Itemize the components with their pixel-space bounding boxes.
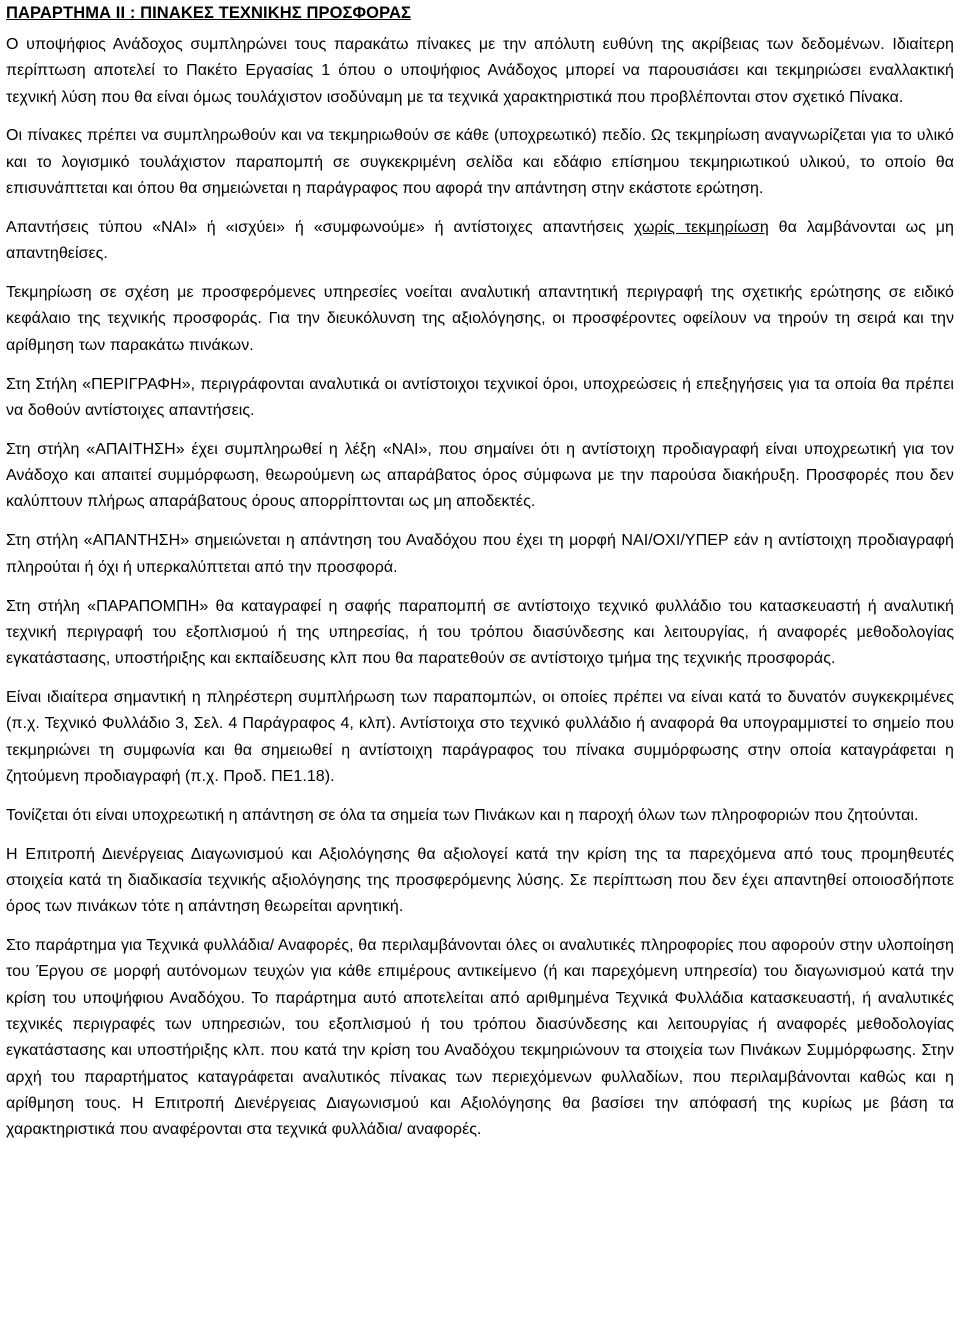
paragraph-answer-column: Στη στήλη «ΑΠΑΝΤΗΣΗ» σημειώνεται η απάντηση του Αναδόχου που έχει τη μορφή ΝΑΙ/ΟΧΙ/ΥΠΕΡ εάν η αντίστοιχη προδιαγραφή πληρούται ή όχι ή υπερκαλύπτεται από την προσφορά. (6, 532, 954, 576)
paragraph-reference-column: Στη στήλη «ΠΑΡΑΠΟΜΠΗ» θα καταγραφεί η σαφής παραπομπή σε αντίστοιχο τεχνικό φυλλάδιο του κατασκευαστή ή αναλυτική τεχνική περιγραφή του εξοπλισμού ή της υπηρεσίας, ή του τρόπου διασύνδεσης και λειτουργίας, ή αναφορές μεθοδολογίας εγκατάστασης, υποστήριξης και εκπαίδευσης κλπ που θα παρατεθούν σε αντίστοιχο τμήμα της τεχνικής προσφοράς. (6, 597, 954, 668)
paragraph-services-documentation: Τεκμηρίωση σε σχέση με προσφερόμενες υπηρεσίες νοείται αναλυτική απαντητική περιγραφή της σχετικής ερώτησης σε ειδικό κεφάλαιο της τεχνικής προσφοράς. Για την διευκόλυνση της αξιολόγησης, οι προσφέροντες οφείλουν να τηρούν τη σειρά και την αρίθμηση των παρακάτω πινάκων. (6, 284, 954, 354)
paragraph-intro: Ο υποψήφιος Ανάδοχος συμπληρώνει τους παρακάτω πίνακες με την απόλυτη ευθύνη της ακρίβειας των δεδομένων. Ιδιαίτερη περίπτωση αποτελεί το Πακέτο Εργασίας 1 όπου ο υποψήφιος Ανάδοχος μπορεί να παρουσιάσει και τεκμηριώσει εναλλακτική τεχνική λύση που θα είναι όμως τουλάχιστον ισοδύναμη με τα τεχνικά χαρακτηριστικά που προβλέπονται στον σχετικό Πίνακα. (6, 36, 954, 106)
text-after: θα λαμβάνονται ως μη απαντηθείσες. (6, 218, 954, 263)
text-before: Απαντήσεις τύπου «ΝΑΙ» ή «ισχύει» ή «συμφωνούμε» ή αντίστοιχες απαντήσεις (6, 218, 634, 236)
document-page (6, 0, 954, 1144)
paragraph-evaluation-committee: Η Επιτροπή Διενέργειας Διαγωνισμού και Αξιολόγησης θα αξιολογεί κατά την κρίση της τα παρεχόμενα από τους προμηθευτές στοιχεία κατά τη διαδικασία τεχνικής αξιολόγησης της προσφερόμενης λύσης. Σε περίπτωση που δεν έχει απαντηθεί οποιοσδήποτε όρος των πινάκων τότε η απάντηση θεωρείται αρνητική. (6, 845, 954, 916)
paragraph-reference-completeness: Είναι ιδιαίτερα σημαντική η πληρέστερη συμπλήρωση των παραπομπών, οι οποίες πρέπει να είναι κατά το δυνατόν συγκεκριμένες (π.χ. Τεχνικό Φυλλάδιο 3, Σελ. 4 Παράγραφος 4, κλπ). Αντίστοιχα στο τεχνικό φυλλάδιο ή αναφορά θα υπογραμμιστεί το σημείο που τεκμηριώνει τη συμφωνία και θα σημειωθεί η αντίστοιχη παράγραφος του πίνακα συμμόρφωσης στην οποία καταγράφεται η ζητούμενη προδιαγραφή (π.χ. Προδ. ΠΕ1.18). (6, 688, 954, 785)
paragraph-mandatory-answers: Τονίζεται ότι είναι υποχρεωτική η απάντηση σε όλα τα σημεία των Πινάκων και η παροχή όλων των πληροφοριών που ζητούνται. (6, 806, 919, 824)
paragraph-technical-brochures-annex: Στο παράρτημα για Τεχνικά φυλλάδια/ Αναφορές, θα περιλαμβάνονται όλες οι αναλυτικές πληροφορίες που αφορούν στην υλοποίηση του Έργου σε μορφή αυτόνομων τευχών για κάθε επιμέρους αντικείμενο (ή και παρεχόμενη υπηρεσία) του διαγωνισμού κατά την κρίση του υποψήφιου Αναδόχου. Το παράρτημα αυτό αποτελείται από αριθμημένα Τεχνικά Φυλλάδια κατασκευαστή, ή αναλυτικές τεχνικές περιγραφές των υπηρεσιών, του εξοπλισμού ή του τρόπου διασύνδεσης και λειτουργίας ή αναφορές μεθοδολογίας εγκατάστασης και υποστήριξης κλπ. που κατά την κρίση του Αναδόχου τεκμηριώνουν τα στοιχεία των Πινάκων Συμμόρφωσης. Στην αρχή του παραρτήματος καταγράφεται αναλυτικός πίνακας των περιεχόμενων φυλλαδίων, που περιλαμβάνονται καθώς και η αρίθμηση τους. Η Επιτροπή Διενέργειας Διαγωνισμού και Αξιολόγησης θα βασίσει την απόφασή της κυρίως με βάση τα χαρακτηριστικά που αναφέρονται στα τεχνικά φυλλάδια/ αναφορές. (6, 937, 954, 1139)
annex-title: ΠΑΡΑΡΤΗΜΑ ΙΙ : ΠΙΝΑΚΕΣ ΤΕΧΝΙΚΗΣ ΠΡΟΣΦΟΡΑΣ (6, 4, 411, 22)
paragraph-documentation-requirement: Οι πίνακες πρέπει να συμπληρωθούν και να τεκμηριωθούν σε κάθε (υποχρεωτικό) πεδίο. Ως τεκμηρίωση αναγνωρίζεται για το υλικό και το λογισμικό τουλάχιστον παραπομπή σε συγκεκριμένη σελίδα και εδάφιο επίσημου τεκμηριωτικού υλικού, το οποίο θα επισυνάπτεται και όπου θα σημειώνεται η παράγραφος που αφορά την απάντηση στην εκάστοτε ερώτηση. (6, 127, 954, 198)
paragraph-undocumented-answers (6, 215, 954, 268)
paragraph-requirement-column: Στη στήλη «ΑΠΑΙΤΗΣΗ» έχει συμπληρωθεί η λέξη «ΝΑΙ», που σημαίνει ότι η αντίστοιχη προδιαγραφή είναι υποχρεωτική για τον Ανάδοχο και απαιτεί συμμόρφωση, θεωρούμενη ως απαράβατος όρος σύμφωνα με την παρούσα διακήρυξη. Προσφορές που δεν καλύπτουν πλήρως απαράβατους όρους απορρίπτονται ως μη αποδεκτές. (6, 440, 954, 511)
paragraph-description-column: Στη Στήλη «ΠΕΡΙΓΡΑΦΗ», περιγράφονται αναλυτικά οι αντίστοιχοι τεχνικοί όροι, υποχρεώσεις ή επεξηγήσεις για τα οποία θα πρέπει να δοθούν αντίστοιχες απαντήσεις. (6, 375, 954, 419)
underlined-phrase: χωρίς τεκμηρίωση (633, 218, 769, 236)
